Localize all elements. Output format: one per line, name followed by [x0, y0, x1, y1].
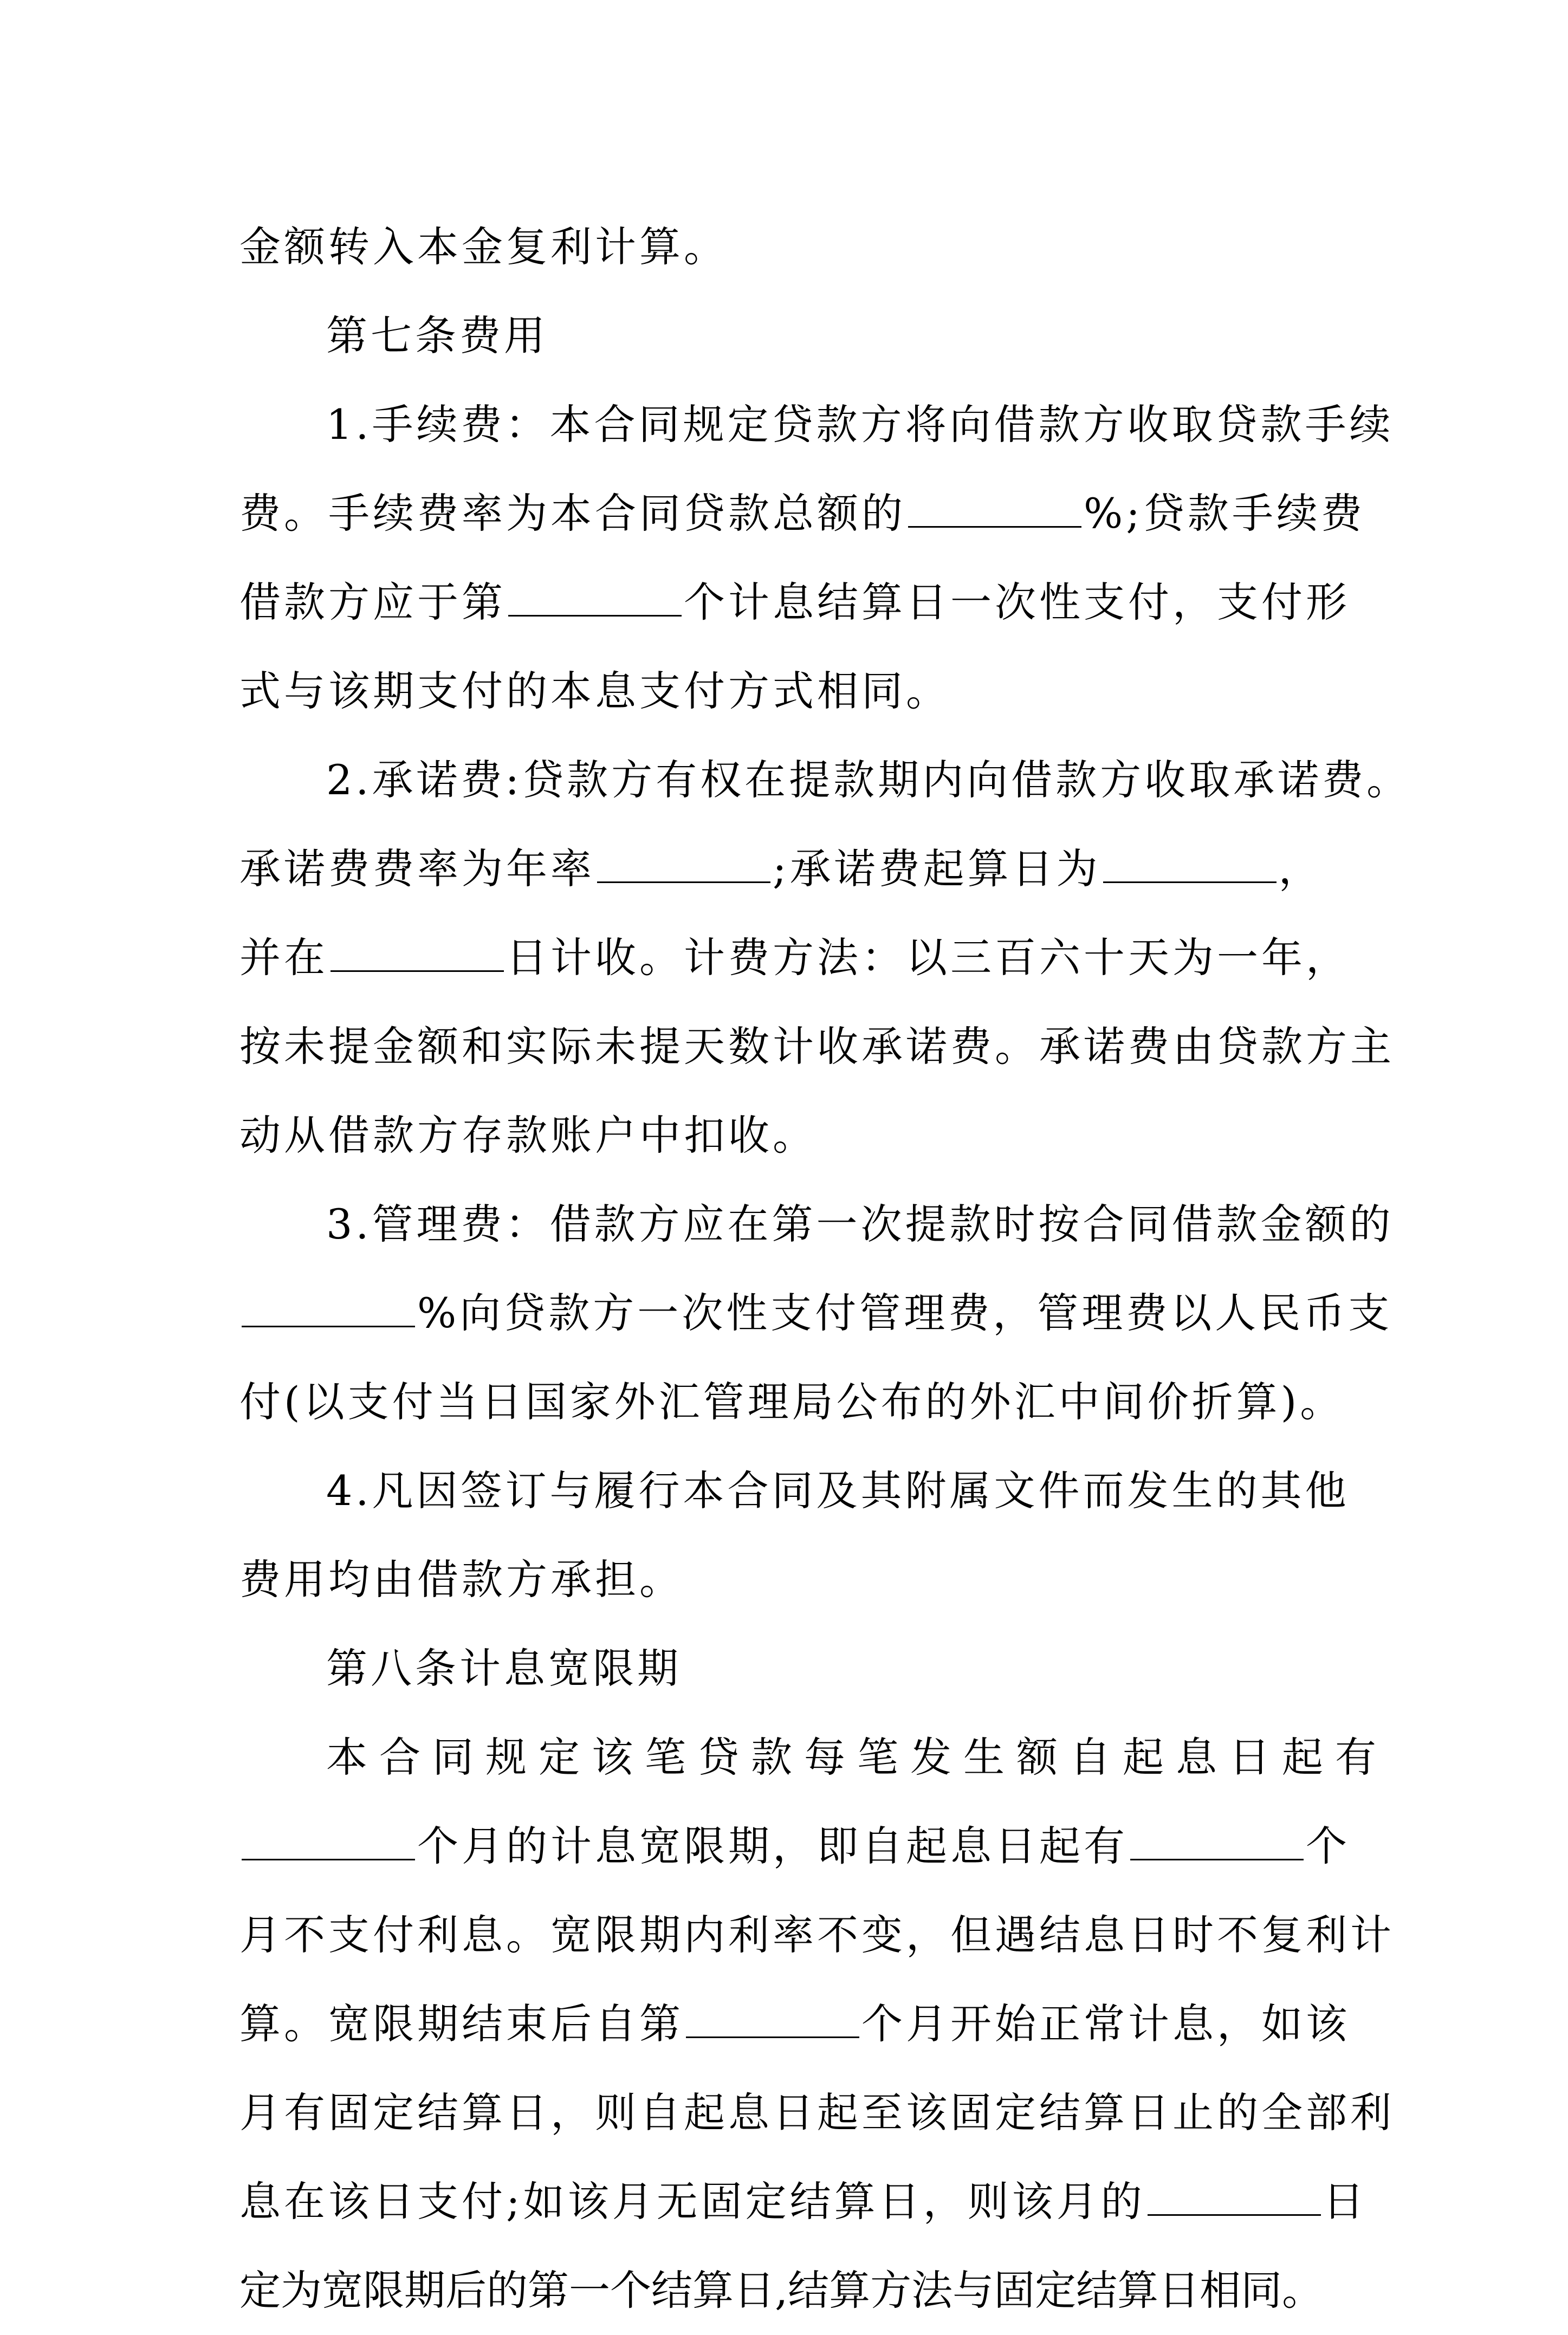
text-line — [239, 1091, 1338, 1180]
fill-in-blank — [1103, 881, 1277, 883]
text-run: 2.承诺费:贷款方有权在提款期内向借款方收取承诺费。 — [326, 756, 1411, 804]
text-line — [239, 1802, 1350, 1891]
text-line — [239, 1891, 1395, 1980]
text-line — [239, 1447, 1350, 1535]
text-run: 定为宽限期后的第一个结算日,结算方法与固定结算日相同。 — [239, 2266, 1324, 2314]
document-body — [239, 203, 1411, 2335]
text-run: 个月的计息宽限期，即自起息日起有 — [417, 1822, 1128, 1870]
text-run: 个 — [1306, 1822, 1350, 1870]
text-run: 算。宽限期结束后自第 — [239, 2000, 684, 2048]
text-run: 月有固定结算日，则自起息日起至该固定结算日止的全部利 — [239, 2088, 1395, 2137]
text-line — [239, 913, 1350, 1002]
text-run: ， — [1278, 845, 1323, 893]
text-run: 4.凡因签订与履行本合同及其附属文件而发生的其他 — [326, 1467, 1350, 1515]
text-line — [239, 647, 1338, 736]
text-run: 1.手续费：本合同规定贷款方将向借款方收取贷款手续 — [326, 400, 1394, 449]
text-line — [239, 2157, 1368, 2246]
text-line — [239, 736, 1411, 825]
text-run: 动从借款方存款账户中扣收。 — [239, 1111, 817, 1159]
fill-in-blank — [1130, 1858, 1304, 1860]
text-run: ;承诺费起算日为 — [773, 845, 1101, 893]
text-run: 日计收。计费方法：以三百六十天为一年， — [506, 933, 1350, 982]
fill-in-blank — [242, 1325, 415, 1327]
text-run: 费。手续费率为本合同贷款总额的 — [239, 489, 906, 537]
fill-in-blank — [242, 1858, 415, 1860]
fill-in-blank — [508, 614, 682, 617]
text-line — [239, 1269, 1393, 1358]
text-line — [239, 2068, 1395, 2157]
text-run: 费用均由借款方承担。 — [239, 1555, 684, 1604]
text-run: 个计息结算日一次性支付，支付形 — [684, 578, 1350, 626]
text-run: 借款方应于第 — [239, 578, 506, 626]
text-run: %;贷款手续费 — [1084, 489, 1365, 537]
text-run: 金额转入本金复利计算。 — [239, 223, 728, 271]
text-line — [239, 558, 1350, 647]
fill-in-blank — [686, 2036, 859, 2038]
text-run: 并在 — [239, 933, 328, 982]
text-run: 付(以支付当日国家外汇管理局公布的外汇中间价折算)。 — [239, 1378, 1345, 1426]
text-run: 个月开始正常计息，如该 — [861, 2000, 1350, 2048]
text-line — [239, 1535, 1338, 1624]
section-heading — [239, 291, 1338, 380]
text-line — [239, 1358, 1345, 1447]
fill-in-blank — [597, 881, 770, 883]
fill-in-blank — [331, 970, 504, 972]
text-line — [239, 380, 1394, 469]
text-run: 本合同规定该笔贷款每笔发生额自起息日起有 — [326, 1733, 1388, 1781]
section-heading — [239, 1624, 1338, 1713]
text-run: 月不支付利息。宽限期内利率不变，但遇结息日时不复利计 — [239, 1911, 1395, 1959]
text-run: 3.管理费：借款方应在第一次提款时按合同借款金额的 — [326, 1200, 1394, 1248]
text-line — [239, 1002, 1395, 1091]
text-run: 承诺费费率为年率 — [239, 845, 595, 893]
text-line — [239, 1980, 1350, 2068]
text-line — [239, 203, 1338, 291]
text-line — [239, 825, 1338, 913]
text-run: 第八条计息宽限期 — [326, 1644, 682, 1692]
fill-in-blank — [1148, 2214, 1321, 2216]
text-run: 按未提金额和实际未提天数计收承诺费。承诺费由贷款方主 — [239, 1022, 1395, 1071]
text-run: 第七条费用 — [326, 312, 548, 360]
text-run: 日 — [1323, 2177, 1368, 2226]
fill-in-blank — [908, 526, 1081, 528]
text-run: 息在该日支付;如该月无固定结算日，则该月的 — [239, 2177, 1145, 2226]
text-line — [239, 1713, 1388, 1802]
text-line — [239, 1180, 1394, 1269]
text-run: %向贷款方一次性支付管理费，管理费以人民币支 — [417, 1289, 1393, 1337]
text-line — [239, 469, 1365, 558]
text-line — [239, 2246, 1338, 2335]
text-run: 式与该期支付的本息支付方式相同。 — [239, 667, 950, 715]
